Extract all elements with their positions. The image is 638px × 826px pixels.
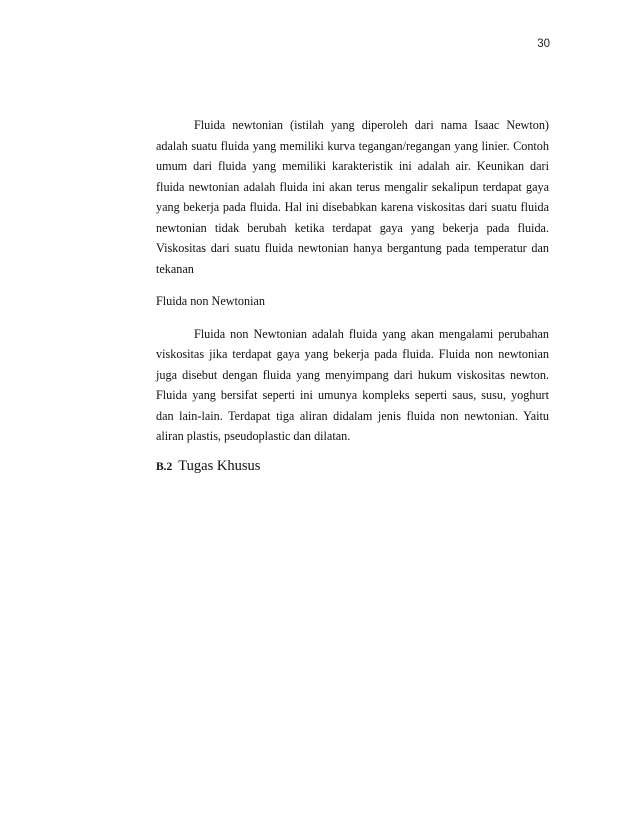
section-number: B.2 [156,460,173,473]
paragraph-fluida-newtonian: Fluida newtonian (istilah yang diperoleh dari nama Isaac Newton) adalah suatu fluida yang memiliki kurva tegangan/regangan yang linier. Contoh umum dari fluida yang memiliki karakteristik ini adalah air. Keunikan dari fluida newtonian adalah fluida ini akan terus mengalir sekalipun terdapat gaya yang bekerja pada fluida. Hal ini disebabkan karena viskositas dari suatu fluida newtonian tidak berubah ketika terdapat gaya yang bekerja pada fluida. Viskositas dari suatu fluida newtonian hanya bergantung pada temperatur dan tekanan [156,118,549,276]
paragraph-fluida-non-newtonian: Fluida non Newtonian adalah fluida yang akan mengalami perubahan viskositas jika terdapat gaya yang bekerja pada fluida. Fluida non newtonian juga disebut dengan fluida yang menyimpang dari hukum viskositas newton. Fluida yang bersifat seperti ini umunya kompleks seperti saus, susu, yoghurt dan lain-lain. Terdapat tiga aliran didalam jenis fluida non newtonian. Yaitu aliran plastis, pseudoplastic dan dilatan. [156,326,549,443]
section-heading [156,455,549,478]
subheading-fluida-non-newtonian: Fluida non Newtonian [156,294,265,308]
section-title: Tugas Khusus [178,457,261,474]
document-body [156,115,549,478]
page-number: 30 [537,38,550,50]
